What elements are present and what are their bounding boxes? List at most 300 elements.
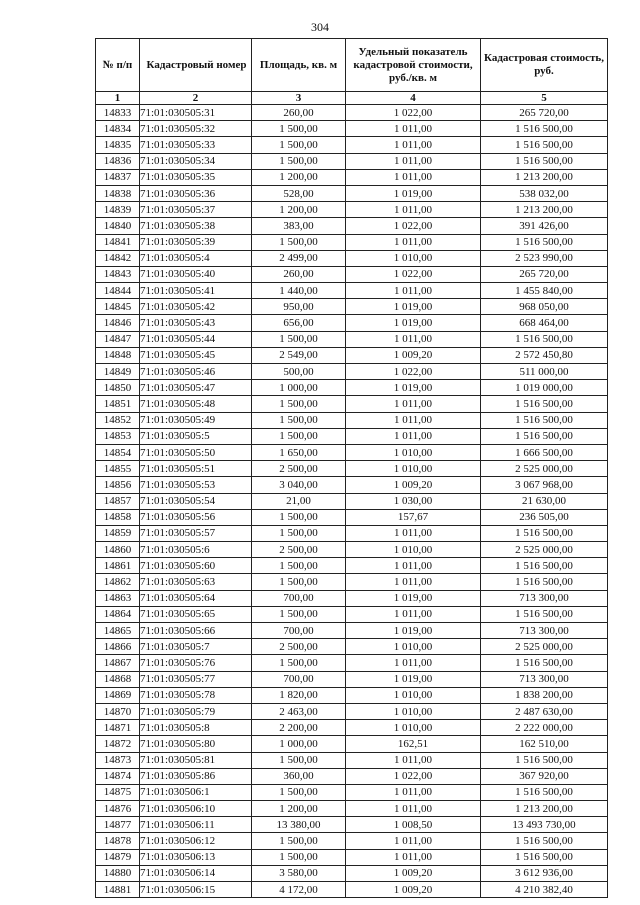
specific-value-cell: 1 010,00	[346, 639, 481, 655]
row-number-cell: 14853	[96, 428, 140, 444]
cadastral-value-cell: 391 426,00	[481, 218, 608, 234]
row-number-cell: 14858	[96, 509, 140, 525]
row-number-cell: 14841	[96, 234, 140, 250]
specific-value-cell: 1 019,00	[346, 299, 481, 315]
table-row	[96, 428, 608, 444]
specific-value-cell: 1 009,20	[346, 882, 481, 898]
cadastral-value-cell: 1 516 500,00	[481, 234, 608, 250]
area-cell: 1 500,00	[252, 833, 346, 849]
specific-value-cell: 1 011,00	[346, 169, 481, 185]
row-number-cell: 14860	[96, 542, 140, 558]
specific-value-cell: 1 011,00	[346, 396, 481, 412]
row-number-cell: 14854	[96, 444, 140, 460]
table-row	[96, 380, 608, 396]
cadastral-value-cell: 713 300,00	[481, 671, 608, 687]
area-cell: 950,00	[252, 299, 346, 315]
cadastral-number-cell: 71:01:030506:15	[140, 882, 252, 898]
table-row	[96, 590, 608, 606]
cadastral-value-cell: 1 838 200,00	[481, 687, 608, 703]
row-number-cell: 14844	[96, 283, 140, 299]
table-row	[96, 542, 608, 558]
row-number-cell: 14855	[96, 461, 140, 477]
cadastral-number-cell: 71:01:030505:41	[140, 283, 252, 299]
cadastral-number-cell: 71:01:030505:43	[140, 315, 252, 331]
specific-value-cell: 1 019,00	[346, 315, 481, 331]
row-number-cell: 14838	[96, 185, 140, 201]
table-row	[96, 817, 608, 833]
table-row	[96, 736, 608, 752]
cadastral-number-cell: 71:01:030505:45	[140, 347, 252, 363]
cadastral-number-cell: 71:01:030505:81	[140, 752, 252, 768]
row-number-cell: 14835	[96, 137, 140, 153]
table-row	[96, 153, 608, 169]
area-cell: 2 200,00	[252, 720, 346, 736]
row-number-cell: 14879	[96, 849, 140, 865]
cadastral-value-cell: 1 666 500,00	[481, 444, 608, 460]
cadastral-value-cell: 1 455 840,00	[481, 283, 608, 299]
table-row	[96, 266, 608, 282]
table-row	[96, 202, 608, 218]
area-cell: 2 463,00	[252, 703, 346, 719]
area-cell: 1 500,00	[252, 396, 346, 412]
table-row	[96, 137, 608, 153]
table-row	[96, 477, 608, 493]
table-row	[96, 606, 608, 622]
cadastral-number-cell: 71:01:030506:12	[140, 833, 252, 849]
cadastral-value-cell: 1 516 500,00	[481, 121, 608, 137]
area-cell: 3 580,00	[252, 865, 346, 881]
specific-value-cell: 1 019,00	[346, 590, 481, 606]
specific-value-cell: 1 011,00	[346, 833, 481, 849]
table-row	[96, 185, 608, 201]
cadastral-number-cell: 71:01:030505:77	[140, 671, 252, 687]
table-row	[96, 655, 608, 671]
row-number-cell: 14845	[96, 299, 140, 315]
area-cell: 1 500,00	[252, 784, 346, 800]
table-row	[96, 283, 608, 299]
cadastral-value-cell: 236 505,00	[481, 509, 608, 525]
area-cell: 1 500,00	[252, 234, 346, 250]
row-number-cell: 14837	[96, 169, 140, 185]
specific-value-cell: 1 010,00	[346, 461, 481, 477]
area-cell: 360,00	[252, 768, 346, 784]
cadastral-number-cell: 71:01:030506:14	[140, 865, 252, 881]
cadastral-number-cell: 71:01:030505:66	[140, 623, 252, 639]
specific-value-cell: 1 009,20	[346, 347, 481, 363]
area-cell: 528,00	[252, 185, 346, 201]
specific-value-cell: 1 019,00	[346, 623, 481, 639]
cadastral-value-cell: 3 612 936,00	[481, 865, 608, 881]
cadastral-value-cell: 2 222 000,00	[481, 720, 608, 736]
table-row	[96, 121, 608, 137]
row-number-cell: 14849	[96, 364, 140, 380]
area-cell: 700,00	[252, 590, 346, 606]
table-row	[96, 299, 608, 315]
row-number-cell: 14834	[96, 121, 140, 137]
area-cell: 1 000,00	[252, 736, 346, 752]
specific-value-cell: 1 022,00	[346, 105, 481, 121]
cadastral-number-cell: 71:01:030505:37	[140, 202, 252, 218]
area-cell: 700,00	[252, 623, 346, 639]
area-cell: 1 000,00	[252, 380, 346, 396]
cadastral-number-cell: 71:01:030505:33	[140, 137, 252, 153]
cadastral-value-cell: 713 300,00	[481, 590, 608, 606]
header-cadastral-value: Кадастровая стоимость, руб.	[481, 39, 608, 92]
specific-value-cell: 1 019,00	[346, 380, 481, 396]
specific-value-cell: 1 019,00	[346, 185, 481, 201]
table-row	[96, 105, 608, 121]
row-number-cell: 14863	[96, 590, 140, 606]
table-row	[96, 720, 608, 736]
row-number-cell: 14872	[96, 736, 140, 752]
row-number-cell: 14852	[96, 412, 140, 428]
cadastral-number-cell: 71:01:030506:13	[140, 849, 252, 865]
cadastral-value-cell: 1 516 500,00	[481, 752, 608, 768]
row-number-cell: 14848	[96, 347, 140, 363]
specific-value-cell: 1 011,00	[346, 137, 481, 153]
cadastral-value-cell: 2 487 630,00	[481, 703, 608, 719]
table-row	[96, 671, 608, 687]
specific-value-cell: 1 022,00	[346, 218, 481, 234]
cadastral-number-cell: 71:01:030505:38	[140, 218, 252, 234]
cadastral-number-cell: 71:01:030505:53	[140, 477, 252, 493]
cadastral-value-cell: 1 516 500,00	[481, 606, 608, 622]
header-cadastral-number: Кадастровый номер	[140, 39, 252, 92]
table-header-row	[96, 39, 608, 92]
table-row	[96, 687, 608, 703]
cadastral-number-cell: 71:01:030505:86	[140, 768, 252, 784]
row-number-cell: 14877	[96, 817, 140, 833]
cadastral-value-cell: 1 516 500,00	[481, 655, 608, 671]
cadastral-number-cell: 71:01:030505:48	[140, 396, 252, 412]
area-cell: 1 500,00	[252, 153, 346, 169]
specific-value-cell: 1 011,00	[346, 849, 481, 865]
header-row-number: № п/п	[96, 39, 140, 92]
column-number: 4	[346, 92, 481, 105]
area-cell: 1 500,00	[252, 509, 346, 525]
specific-value-cell: 162,51	[346, 736, 481, 752]
specific-value-cell: 1 011,00	[346, 784, 481, 800]
cadastral-value-cell: 13 493 730,00	[481, 817, 608, 833]
cadastral-number-cell: 71:01:030505:35	[140, 169, 252, 185]
row-number-cell: 14881	[96, 882, 140, 898]
column-number: 3	[252, 92, 346, 105]
cadastral-number-cell: 71:01:030505:63	[140, 574, 252, 590]
area-cell: 260,00	[252, 266, 346, 282]
header-specific-value: Удельный показатель кадастровой стоимости, руб./кв. м	[346, 39, 481, 92]
specific-value-cell: 1 022,00	[346, 364, 481, 380]
area-cell: 13 380,00	[252, 817, 346, 833]
cadastral-value-cell: 1 516 500,00	[481, 331, 608, 347]
specific-value-cell: 157,67	[346, 509, 481, 525]
cadastral-number-cell: 71:01:030505:49	[140, 412, 252, 428]
area-cell: 700,00	[252, 671, 346, 687]
cadastral-number-cell: 71:01:030505:50	[140, 444, 252, 460]
area-cell: 21,00	[252, 493, 346, 509]
table-row	[96, 315, 608, 331]
cadastral-value-cell: 265 720,00	[481, 105, 608, 121]
specific-value-cell: 1 011,00	[346, 574, 481, 590]
cadastral-value-cell: 1 516 500,00	[481, 153, 608, 169]
cadastral-number-cell: 71:01:030505:4	[140, 250, 252, 266]
table-row	[96, 461, 608, 477]
specific-value-cell: 1 011,00	[346, 428, 481, 444]
area-cell: 383,00	[252, 218, 346, 234]
cadastral-value-cell: 1 516 500,00	[481, 525, 608, 541]
area-cell: 1 200,00	[252, 169, 346, 185]
cadastral-value-cell: 968 050,00	[481, 299, 608, 315]
specific-value-cell: 1 011,00	[346, 752, 481, 768]
area-cell: 1 500,00	[252, 331, 346, 347]
area-cell: 2 499,00	[252, 250, 346, 266]
row-number-cell: 14875	[96, 784, 140, 800]
cadastral-number-cell: 71:01:030505:31	[140, 105, 252, 121]
specific-value-cell: 1 010,00	[346, 250, 481, 266]
specific-value-cell: 1 010,00	[346, 720, 481, 736]
cadastral-value-cell: 1 213 200,00	[481, 202, 608, 218]
table-row	[96, 525, 608, 541]
area-cell: 1 500,00	[252, 655, 346, 671]
cadastral-number-cell: 71:01:030505:80	[140, 736, 252, 752]
row-number-cell: 14876	[96, 801, 140, 817]
specific-value-cell: 1 010,00	[346, 703, 481, 719]
cadastral-value-cell: 162 510,00	[481, 736, 608, 752]
area-cell: 260,00	[252, 105, 346, 121]
cadastral-value-cell: 265 720,00	[481, 266, 608, 282]
specific-value-cell: 1 011,00	[346, 202, 481, 218]
specific-value-cell: 1 011,00	[346, 606, 481, 622]
cadastral-value-cell: 1 019 000,00	[481, 380, 608, 396]
cadastral-number-cell: 71:01:030505:34	[140, 153, 252, 169]
specific-value-cell: 1 030,00	[346, 493, 481, 509]
specific-value-cell: 1 010,00	[346, 444, 481, 460]
cadastral-value-cell: 1 516 500,00	[481, 849, 608, 865]
cadastral-value-cell: 2 525 000,00	[481, 639, 608, 655]
cadastral-number-cell: 71:01:030506:1	[140, 784, 252, 800]
cadastral-value-cell: 3 067 968,00	[481, 477, 608, 493]
specific-value-cell: 1 011,00	[346, 234, 481, 250]
area-cell: 656,00	[252, 315, 346, 331]
cadastral-number-cell: 71:01:030506:11	[140, 817, 252, 833]
area-cell: 1 500,00	[252, 137, 346, 153]
specific-value-cell: 1 011,00	[346, 153, 481, 169]
cadastral-value-cell: 511 000,00	[481, 364, 608, 380]
cadastral-number-cell: 71:01:030505:44	[140, 331, 252, 347]
table-row	[96, 364, 608, 380]
area-cell: 1 500,00	[252, 558, 346, 574]
cadastral-number-cell: 71:01:030505:46	[140, 364, 252, 380]
cadastral-value-cell: 4 210 382,40	[481, 882, 608, 898]
cadastral-value-cell: 713 300,00	[481, 623, 608, 639]
cadastral-number-cell: 71:01:030505:76	[140, 655, 252, 671]
specific-value-cell: 1 009,20	[346, 865, 481, 881]
row-number-cell: 14833	[96, 105, 140, 121]
row-number-cell: 14839	[96, 202, 140, 218]
cadastral-number-cell: 71:01:030505:54	[140, 493, 252, 509]
table-row	[96, 574, 608, 590]
cadastral-value-cell: 2 523 990,00	[481, 250, 608, 266]
table-row	[96, 849, 608, 865]
row-number-cell: 14842	[96, 250, 140, 266]
header-area: Площадь, кв. м	[252, 39, 346, 92]
specific-value-cell: 1 011,00	[346, 558, 481, 574]
row-number-cell: 14871	[96, 720, 140, 736]
table-row	[96, 509, 608, 525]
table-row	[96, 331, 608, 347]
row-number-cell: 14867	[96, 655, 140, 671]
row-number-cell: 14851	[96, 396, 140, 412]
specific-value-cell: 1 010,00	[346, 542, 481, 558]
area-cell: 2 500,00	[252, 542, 346, 558]
table-row	[96, 396, 608, 412]
area-cell: 1 200,00	[252, 202, 346, 218]
row-number-cell: 14862	[96, 574, 140, 590]
cadastral-number-cell: 71:01:030506:10	[140, 801, 252, 817]
cadastral-number-cell: 71:01:030505:79	[140, 703, 252, 719]
row-number-cell: 14869	[96, 687, 140, 703]
cadastral-number-cell: 71:01:030505:42	[140, 299, 252, 315]
table-row	[96, 444, 608, 460]
table-row	[96, 218, 608, 234]
page-number: 304	[311, 20, 329, 34]
specific-value-cell: 1 009,20	[346, 477, 481, 493]
table-row	[96, 833, 608, 849]
table-row	[96, 412, 608, 428]
table-row	[96, 623, 608, 639]
cadastral-number-cell: 71:01:030505:64	[140, 590, 252, 606]
cadastral-number-cell: 71:01:030505:47	[140, 380, 252, 396]
table-row	[96, 801, 608, 817]
area-cell: 1 500,00	[252, 121, 346, 137]
table-row	[96, 639, 608, 655]
row-number-cell: 14861	[96, 558, 140, 574]
cadastral-value-cell: 1 516 500,00	[481, 428, 608, 444]
row-number-cell: 14850	[96, 380, 140, 396]
cadastral-number-cell: 71:01:030505:65	[140, 606, 252, 622]
row-number-cell: 14868	[96, 671, 140, 687]
cadastral-number-cell: 71:01:030505:51	[140, 461, 252, 477]
area-cell: 1 440,00	[252, 283, 346, 299]
row-number-cell: 14878	[96, 833, 140, 849]
specific-value-cell: 1 011,00	[346, 655, 481, 671]
area-cell: 3 040,00	[252, 477, 346, 493]
column-number: 5	[481, 92, 608, 105]
cadastral-value-cell: 1 516 500,00	[481, 412, 608, 428]
area-cell: 1 500,00	[252, 606, 346, 622]
row-number-cell: 14866	[96, 639, 140, 655]
table-row	[96, 250, 608, 266]
area-cell: 1 500,00	[252, 428, 346, 444]
area-cell: 1 500,00	[252, 574, 346, 590]
area-cell: 1 500,00	[252, 525, 346, 541]
specific-value-cell: 1 019,00	[346, 671, 481, 687]
cadastral-value-cell: 1 516 500,00	[481, 396, 608, 412]
cadastral-number-cell: 71:01:030505:6	[140, 542, 252, 558]
specific-value-cell: 1 011,00	[346, 121, 481, 137]
specific-value-cell: 1 022,00	[346, 266, 481, 282]
area-cell: 2 500,00	[252, 461, 346, 477]
row-number-cell: 14856	[96, 477, 140, 493]
table-body	[96, 105, 608, 898]
specific-value-cell: 1 022,00	[346, 768, 481, 784]
table-row	[96, 865, 608, 881]
table-row	[96, 703, 608, 719]
row-number-cell: 14873	[96, 752, 140, 768]
area-cell: 1 200,00	[252, 801, 346, 817]
specific-value-cell: 1 011,00	[346, 412, 481, 428]
area-cell: 2 549,00	[252, 347, 346, 363]
specific-value-cell: 1 008,50	[346, 817, 481, 833]
cadastral-value-cell: 21 630,00	[481, 493, 608, 509]
area-cell: 1 820,00	[252, 687, 346, 703]
row-number-cell: 14843	[96, 266, 140, 282]
row-number-cell: 14846	[96, 315, 140, 331]
cadastral-value-cell: 1 516 500,00	[481, 574, 608, 590]
specific-value-cell: 1 011,00	[346, 283, 481, 299]
table-row	[96, 347, 608, 363]
cadastral-value-cell: 1 516 500,00	[481, 784, 608, 800]
row-number-cell: 14865	[96, 623, 140, 639]
area-cell: 1 500,00	[252, 412, 346, 428]
area-cell: 1 650,00	[252, 444, 346, 460]
cadastral-number-cell: 71:01:030505:57	[140, 525, 252, 541]
area-cell: 1 500,00	[252, 752, 346, 768]
specific-value-cell: 1 011,00	[346, 801, 481, 817]
row-number-cell: 14880	[96, 865, 140, 881]
area-cell: 1 500,00	[252, 849, 346, 865]
table-row	[96, 493, 608, 509]
row-number-cell: 14870	[96, 703, 140, 719]
cadastral-value-cell: 2 572 450,80	[481, 347, 608, 363]
row-number-cell: 14840	[96, 218, 140, 234]
table-row	[96, 752, 608, 768]
row-number-cell: 14836	[96, 153, 140, 169]
cadastral-value-cell: 2 525 000,00	[481, 461, 608, 477]
cadastral-value-cell: 668 464,00	[481, 315, 608, 331]
specific-value-cell: 1 011,00	[346, 525, 481, 541]
cadastral-value-cell: 2 525 000,00	[481, 542, 608, 558]
area-cell: 500,00	[252, 364, 346, 380]
column-number: 2	[140, 92, 252, 105]
row-number-cell: 14859	[96, 525, 140, 541]
cadastral-value-cell: 538 032,00	[481, 185, 608, 201]
table-row	[96, 768, 608, 784]
row-number-cell: 14847	[96, 331, 140, 347]
cadastral-value-cell: 367 920,00	[481, 768, 608, 784]
specific-value-cell: 1 010,00	[346, 687, 481, 703]
cadastral-number-cell: 71:01:030505:32	[140, 121, 252, 137]
cadastral-number-cell: 71:01:030505:78	[140, 687, 252, 703]
cadastral-value-cell: 1 516 500,00	[481, 833, 608, 849]
specific-value-cell: 1 011,00	[346, 331, 481, 347]
table-row	[96, 234, 608, 250]
cadastral-number-cell: 71:01:030505:56	[140, 509, 252, 525]
column-number: 1	[96, 92, 140, 105]
cadastral-number-cell: 71:01:030505:8	[140, 720, 252, 736]
cadastral-number-cell: 71:01:030505:39	[140, 234, 252, 250]
cadastral-number-cell: 71:01:030505:40	[140, 266, 252, 282]
area-cell: 2 500,00	[252, 639, 346, 655]
table-row	[96, 558, 608, 574]
cadastral-value-cell: 1 516 500,00	[481, 137, 608, 153]
column-number-row	[96, 92, 608, 105]
row-number-cell: 14857	[96, 493, 140, 509]
cadastral-value-table	[95, 38, 608, 898]
cadastral-number-cell: 71:01:030505:60	[140, 558, 252, 574]
table-row	[96, 169, 608, 185]
cadastral-number-cell: 71:01:030505:36	[140, 185, 252, 201]
row-number-cell: 14874	[96, 768, 140, 784]
